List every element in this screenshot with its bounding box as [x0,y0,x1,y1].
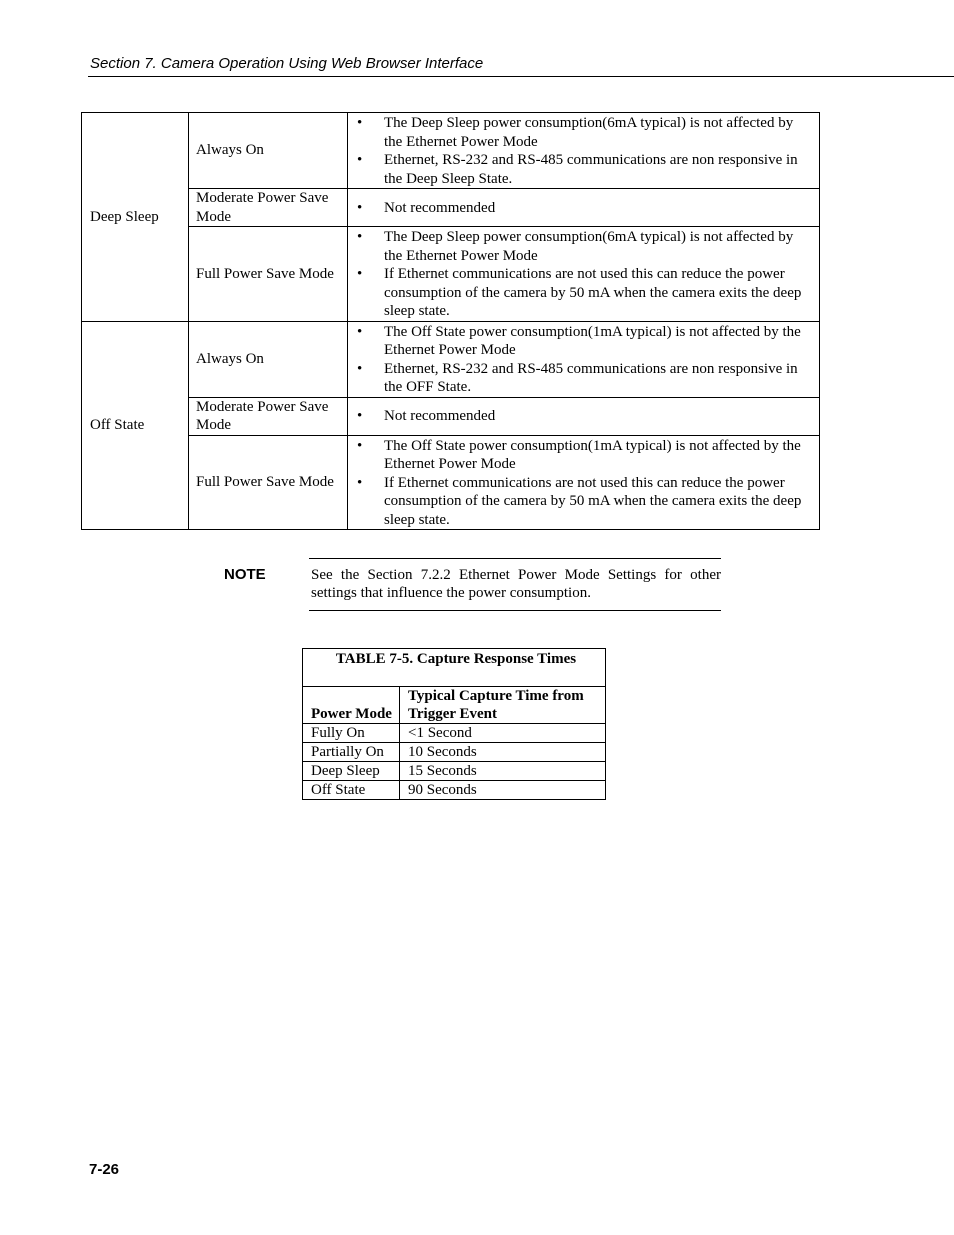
table-row [82,321,820,397]
table-cell: 10 Seconds [400,743,606,762]
table-cell: 90 Seconds [400,781,606,800]
mode-cell: Always On [189,321,348,397]
list-item: • Ethernet, RS-232 and RS-485 communications are non responsive in the OFF State. [354,360,813,397]
table-cell: Partially On [303,743,400,762]
list-item: • The Deep Sleep power consumption(6mA typical) is not affected by the Ethernet Power Mode [354,114,813,151]
notes-cell [348,189,820,227]
list-item: • Ethernet, RS-232 and RS-485 communications are non responsive in the Deep Sleep State. [354,151,813,188]
list-item: • The Off State power consumption(1mA typical) is not affected by the Ethernet Power Mode [354,323,813,360]
state-cell: Deep Sleep [82,113,189,322]
notes-cell [348,435,820,530]
table-row [303,724,606,743]
table-row [82,227,820,322]
mode-cell: Full Power Save Mode [189,435,348,530]
table-header-row [303,687,606,724]
note-label: NOTE [224,566,266,583]
table-cell: Fully On [303,724,400,743]
power-mode-table [81,112,820,530]
table-row [303,743,606,762]
list-item: • If Ethernet communications are not used this can reduce the power consumption of the camera by 50 mA when the camera exits the deep sleep state. [354,474,813,530]
state-cell: Off State [82,321,189,530]
mode-cell: Moderate Power Save Mode [189,189,348,227]
table-row [303,762,606,781]
table-row [303,781,606,800]
mode-cell: Full Power Save Mode [189,227,348,322]
mode-cell: Always On [189,113,348,189]
page-number: 7-26 [89,1161,120,1178]
list-item: • The Deep Sleep power consumption(6mA typical) is not affected by the Ethernet Power Mode [354,228,813,265]
table-row [82,189,820,227]
table-title: TABLE 7-5. Capture Response Times [303,649,606,687]
list-item: • The Off State power consumption(1mA typical) is not affected by the Ethernet Power Mode [354,437,813,474]
table-cell: <1 Second [400,724,606,743]
header-rule [88,76,954,77]
table-cell: Off State [303,781,400,800]
list-item: • If Ethernet communications are not used this can reduce the power consumption of the camera by 50 mA when the camera exits the deep sleep state. [354,265,813,321]
mode-cell: Moderate Power Save Mode [189,397,348,435]
notes-cell [348,397,820,435]
notes-cell [348,113,820,189]
notes-cell [348,227,820,322]
table-cell: Deep Sleep [303,762,400,781]
table-row [82,397,820,435]
note-text: See the Section 7.2.2 Ethernet Power Mode Settings for other settings that influence the power consumption. [309,558,721,611]
list-item: • Not recommended [354,407,813,426]
column-header: Power Mode [303,687,400,724]
table-cell: 15 Seconds [400,762,606,781]
capture-response-table [302,648,606,800]
table-row [82,113,820,189]
list-item: • Not recommended [354,199,813,218]
column-header: Typical Capture Time from Trigger Event [400,687,606,724]
section-header: Section 7. Camera Operation Using Web Browser Interface [90,55,484,72]
notes-cell [348,321,820,397]
table-row [82,435,820,530]
